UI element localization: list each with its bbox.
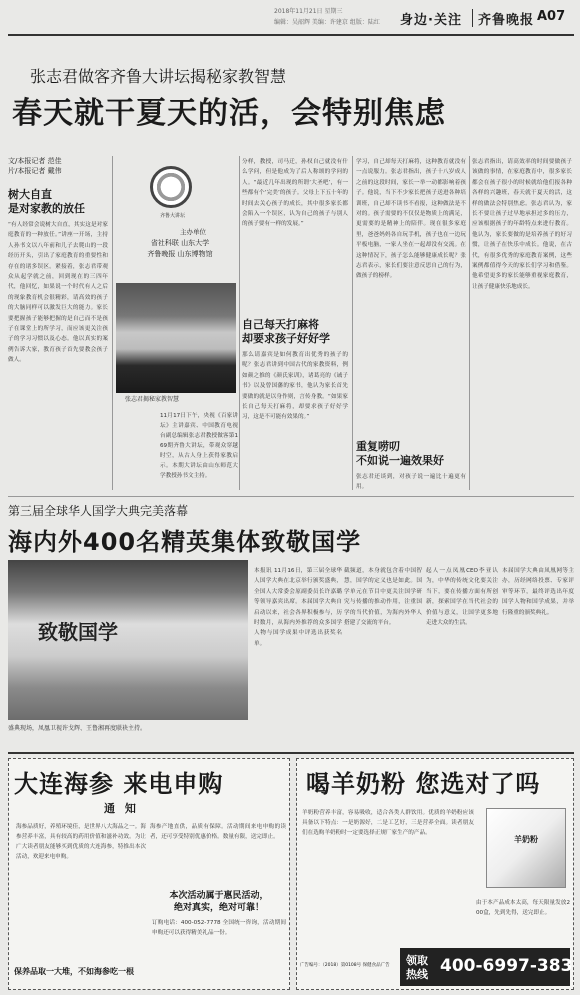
article1-subhead-2: 自己每天打麻将 却要求孩子好好学 [242, 318, 330, 345]
product-box-image [486, 808, 566, 888]
ad1-footer-slogan: 保养品取一大堆，不如海参吃一根 [14, 967, 134, 976]
ad-section-rule [8, 752, 574, 754]
lecture-logo-icon [150, 166, 192, 208]
issue-date: 2018年11月21日 星期三 [274, 8, 343, 15]
section-title: 身边·关注 [400, 13, 462, 28]
article1-kicker: 张志君做客齐鲁大讲坛揭秘家教智慧 [30, 67, 287, 86]
ad1-subtitle: 通 知 [104, 802, 139, 815]
host-list: 省社科联 山东大学 齐鲁晚报 山东博物馆 [147, 239, 213, 258]
ad1-phone-info: 订购电话：400-052-7778 全国统一咨询，活动期间申购还可以获得精美礼品一份。 [152, 920, 286, 936]
ceremony-photo [8, 560, 248, 720]
portrait-caption: 张志君揭秘家教智慧 [125, 396, 180, 403]
page-number: A07 [537, 9, 566, 24]
ad1-promo: 本次活动属于惠民活动， 绝对真实，绝对可靠！ [169, 891, 269, 913]
column-divider [469, 156, 470, 490]
hotline-label: 领取热线 [406, 954, 428, 981]
article1-body-col3b: 那么请嘉宾是如何教育出优秀的孩子的呢？张志君讲到中国古代的家教资料，例如颜之推的《颜氏家训》，诸葛亮的《诫子书》以及曾国藩的家书，他认为家长首先要做的就是以身作则，言传身教。“如果家长自己每天打麻将，却要求孩子好好学习，这是不可能有效果的。” [242, 352, 348, 421]
newspaper-logo: 齐鲁晚报 [478, 13, 535, 28]
host-title: 主办单位 [180, 228, 206, 236]
article1-body-col4b: 张志君还谈到，对孩子说一遍比十遍更有用。 [356, 474, 466, 491]
ad1-note: 海参产地直供，品质有保障。活动期间来电申购的读者，还可享受特别优惠价格。数量有限，送完即止。 [150, 824, 286, 840]
column-divider [239, 156, 240, 490]
hotline-number[interactable]: 400-6997-383 [440, 956, 573, 976]
ad2-body: 羊奶粉营养丰富，容易吸收，适合各类人群饮用。优质的羊奶粉应该具备以下特点：一是奶源好，二是工艺好，三是营养全面。读者朋友们在选购羊奶粉时一定要选择正规厂家生产的产品。 [302, 810, 474, 836]
stage-banner-text: 致敬国学 [38, 620, 118, 644]
column-divider [352, 156, 353, 490]
lecture-logo-caption: 齐鲁大讲坛 [159, 213, 185, 219]
ad2-side-text: 由于本产品成本太高，每天限量发放200盒，先到先得，送完即止。 [476, 900, 570, 916]
article1-body-col4a: 学习，自己却每天打麻将，这种教育就没有一点说服力。张志君指出，孩子十八岁成人之前的这段时间，家长一举一动都影响着孩子。他说，当下不少家长把孩子送进各种培训班，自己却不读书不看报，这种做法是不对的。孩子需要的不仅仅是物质上的满足，更需要的是精神上的陪伴。现在很多家庭里，爸爸妈妈各自玩手机，孩子也在一边玩平板电脑，一家人坐在一起却没有交流。在这种情况下，孩子怎么能够健康成长呢？张志君表示，家长们要注意反思自己的行为，做孩子的榜样。 [356, 159, 466, 280]
article2-body-col3: 起人一点凤凰CEO李亚认为，中华的传统文化要关注当下，要在传播方面有所创新，探索国学在当代社会的价值与意义，让国学更多地走进大众的生活。 [426, 568, 498, 627]
article1-intro: 11月17日下午，央视《百家讲坛》主讲嘉宾、中国教育电视台副总编辑张志君教授做客第169期齐鲁大讲坛，带观众穿越时空，从古人身上获得家教启示。本期大讲坛由山东师范大学教授孙书文主持。 [160, 413, 238, 479]
product-label: 羊奶粉 [514, 835, 538, 844]
article2-headline[interactable]: 海内外400名精英集体致敬国学 [8, 528, 362, 556]
ad1-title: 大连海参 来电申购 [14, 770, 224, 798]
article2-body-col4: 本届国学大典由凤凰网等主办，历经网络投票、专家评审等环节，最终评选出年度国学人物和国学成果，并举行隆重的颁奖典礼。 [502, 568, 574, 616]
ad2-license: 广告编号：（2018）第0108号 保健食品广告 [300, 963, 390, 968]
section-rule [8, 496, 574, 497]
article1-subhead-3: 重复唠叨 不如说一遍效果好 [356, 440, 444, 467]
article1-subhead-1: 树大自直 是对家教的放任 [8, 188, 85, 215]
article1-body-col5: 张志君指出，请高效率的时间要做孩子该做的事情，在家庭教育中，很多家长都会在孩子很小的时候就给他们报各种各样的兴趣班，春天就干夏天的活，这样的做法会特别焦虑。张志君认为，家长不要让孩子过早地承担过多的压力，应该根据孩子的年龄特点来进行教育。他认为，家长要做的是培养孩子的好习惯，让孩子在快乐中成长。他说，在古代，有很多优秀的家庭教育案例，这些案例都值得今天的家长们学习和借鉴。他希望更多的家长能够重视家庭教育，让孩子健康快乐地成长。 [472, 159, 572, 290]
top-rule [8, 34, 574, 36]
speaker-portrait [116, 283, 236, 393]
article2-body-col2: 截频道，本身就包含着中国智慧，国学的定义也是如此。国学单元在节目中更关注国学研究与传播的推动作用，注重国学的当代价值，为海内外华人搭建了交流的平台。 [344, 568, 422, 627]
masthead-separator [472, 9, 473, 27]
photo-caption: 盛典现场，凤凰卫视许戈辉、王鲁湘再度联袂主持。 [8, 725, 147, 732]
article2-body-col1: 本报讯 11月16日，第三届全球华人国学大典在北京举行颁奖盛典，全国人大常委会原副委员长许嘉璐等领导嘉宾出席。本届国学大典自启动以来，社会各界积极参与，历时数月，从海内外推荐的众多国学人物与国学成果中评选出获奖名单。 [254, 568, 342, 647]
column-divider [112, 156, 113, 490]
ad1-body: 海参品质好，养殖环境佳，是世界八大海品之一。海参营养丰富，具有较高的药用价值和滋补功效。为让广大读者朋友能够买到优质的大连海参，特推出本次活动，欢迎来电申购。 [16, 824, 146, 860]
article2-kicker: 第三届全球华人国学大典完美落幕 [8, 504, 189, 518]
article1-body-col1: “有人经常会说树大自直，其实这是对家庭教育的一种放任。”讲座一开场，主持人孙书文以八年前和儿子去爬山的一段经历开头，引出了家庭教育的重要性和存在的诸多误区。紧接着，张志君带观众从起学就之前，回到现在的三四年代，他回忆，如果说一个时代有人之后的现象教育机会很精彩，请高效的孩子的大脑同样可以激发巨大的能力。家长要把握孩子能够把握的是自己而不是孩子在课堂上的所学习，而应该更关注孩子的学习习惯以及心态。他以真实的案例告诉大家，教育孩子首先要教会孩子做人。 [8, 222, 108, 364]
ad2-title: 喝羊奶粉 您选对了吗 [306, 770, 541, 798]
article1-headline[interactable]: 春天就干夏天的活，会特别焦虑 [12, 96, 446, 131]
article1-body-col3a: 分样，教授，司马迁，孙权自己就没有什么学问，但是他成为了后人称颂的学问的人。“最近几年出现的所谓‘大圣吧’，有一些都有个‘完美’的孩子。父母上下五十年的时间去关心孩子的成长，其中很多家长都会陷入一个误区，认为自己的孩子与别人的孩子要有一样的发展。” [242, 159, 348, 228]
editor-line: 编辑：吴韶辉 美编：许建京 组版：陆红 [274, 19, 380, 26]
article1-byline: 文/本报记者 范佳 片/本报记者 戴伟 [8, 157, 62, 175]
